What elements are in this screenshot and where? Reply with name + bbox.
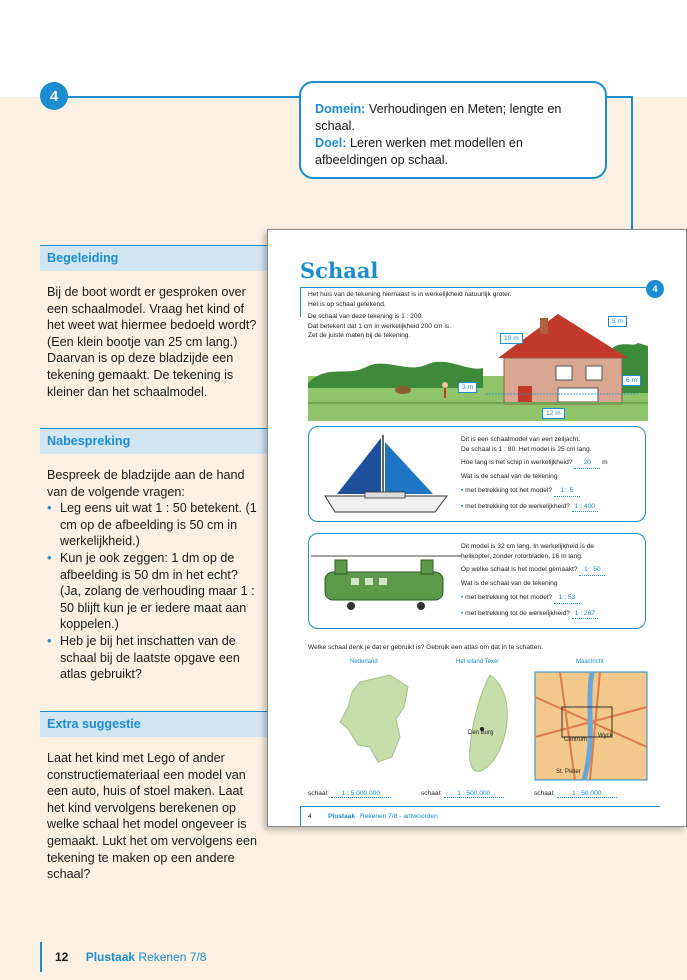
footer-brand: Plustaak (85, 950, 136, 964)
nabespreking-intro: Bespreek de bladzijde aan de hand van de volgende vragen: (47, 468, 245, 499)
maps-illustration (300, 667, 660, 787)
page-footer (55, 950, 206, 964)
boat-line-2: De schaal is 1 : 80. Het model is 25 cm lang. (461, 445, 592, 453)
boat-q4-text: met betrekking tot de werkelijkheid? (465, 502, 570, 510)
schaal-nederland (308, 790, 391, 798)
worksheet-page (267, 229, 687, 827)
page-number: 12 (55, 950, 69, 964)
helicopter-text (461, 542, 641, 619)
worksheet-intro (308, 290, 511, 309)
list-item: • Leg eens uit wat 1 : 50 betekent. (1 cm op de afbeelding is 50 cm in werkelijkheid.) (47, 500, 262, 550)
header-divider-vertical (631, 96, 633, 232)
map-label-maastricht: Maastricht (576, 659, 604, 665)
house-text-2: Dat betekent dat 1 cm in werkelijkheid 200 cm is. (308, 322, 451, 330)
heli-question-1 (461, 565, 641, 576)
measure-box (622, 375, 641, 386)
map-label-nederland: Nederland (350, 659, 378, 665)
extra-suggestie-text: Laat het kind met Lego of ander constructiemateriaal een model van een auto, huis of stoel maken. Laat het kind vervolgens berekenen op welke schaal het model ongeveer is gemaakt. Lukt het om vervolgens een tekening te maken op een andere schaal? (47, 751, 258, 882)
map-place-centrum: Centrum (564, 737, 588, 743)
worksheet-rule-vertical (300, 287, 301, 317)
schaal-answer: 1 : 5.000.000 (331, 790, 391, 798)
boat-question-3: • met betrekking tot het model? 1 : 5 (461, 486, 641, 497)
map-place-wyck: Wyck (598, 733, 613, 739)
heli-answer-3: 1 : 53 (554, 593, 580, 604)
boat-answer-3: 1 : 5 (554, 486, 580, 497)
worksheet-badge: 4 (646, 280, 664, 298)
heli-question-3: • met betrekking tot het model? 1 : 53 (461, 593, 641, 604)
doel-label: Doel: (315, 136, 347, 150)
map-label-texel: Het eiland Texel (456, 659, 499, 665)
measure-box (500, 333, 523, 344)
heli-answer-1: 1 : 50 (579, 565, 605, 576)
heli-line-2: helikopter, zonder rotorbladen, 16 m lang. (461, 552, 583, 560)
measure-value: 3 (462, 384, 466, 391)
heli-answer-4: 1 : 267 (572, 609, 598, 620)
heli-line-1: Dit model is 32 cm lang. In werkelijkheid is de (461, 543, 595, 550)
measure-value: 12 (546, 410, 554, 417)
worksheet-page-number: 4 (308, 813, 312, 820)
worksheet-rule (300, 287, 646, 288)
measure-unit: m (555, 410, 561, 417)
house-instructions (308, 312, 451, 341)
schaal-maastricht (534, 790, 617, 798)
nabespreking-heading: Nabespreking (40, 428, 270, 454)
extra-suggestie-heading: Extra suggestie (40, 711, 270, 737)
intro-line-1: Het huis van de tekening hiernaast is in werkelijkheid natuurlijk groter. (308, 291, 512, 298)
measure-box (608, 316, 627, 327)
nabespreking-body (47, 467, 262, 683)
house-illustration (308, 308, 648, 421)
worksheet-footer (300, 806, 660, 827)
boat-text (461, 435, 641, 512)
lesson-number-badge: 4 (40, 82, 68, 110)
heli-q3-text: met betrekking tot het model? (465, 594, 553, 601)
boat-q3-text: met betrekking tot het model? (465, 487, 553, 494)
schaal-label: schaal: (421, 790, 442, 797)
domein-label: Domein: (315, 102, 366, 116)
worksheet-footer-sub: Rekenen 7/8 - antwoorden (360, 813, 438, 820)
worksheet-title: Schaal (300, 258, 379, 283)
boat-q1-text: Hoe lang is het schip in werkelijkheid? (461, 459, 573, 466)
helicopter-exercise (308, 533, 646, 629)
measure-unit: m (617, 318, 624, 325)
sailboat-illustration (315, 430, 455, 520)
worksheet-footer-brand: Plustaak (328, 813, 356, 820)
begeleiding-heading: Begeleiding (40, 245, 270, 271)
measure-value: 6 (626, 377, 630, 384)
list-item: • Heb je bij het inschatten van de schaal bij de laatste opgave een atlas gebruikt? (47, 633, 262, 683)
nabespreking-list (47, 500, 262, 683)
begeleiding-text: Bij de boot wordt er gesproken over een schaalmodel. Vraag het kind of het weet wat hiermee bedoeld wordt? (Een klein bootje van 25 cm lang.) Daarvan is op deze bladzijde een tekening gemaakt. De tekening is kleiner dan het schaalmodel. (47, 285, 257, 399)
heli-q4-text: met betrekking tot de werkelijkheid? (465, 609, 570, 617)
heli-q1-text: Op welke schaal is het model gemaakt? (461, 566, 578, 573)
boat-question-4: • met betrekking tot de werkelijkheid? 1 : 400 (461, 502, 641, 513)
footer-rule (40, 942, 42, 972)
maps-question: Welke schaal denk je dat er gebruikt is? Gebruik een atlas om dat in te schatten. (308, 644, 543, 651)
house-text-3: Zet de juiste maten bij de tekening. (308, 332, 411, 339)
boat-answer-4: 1 : 400 (572, 502, 598, 513)
worksheet-footer-rule (300, 807, 301, 827)
schaal-texel (421, 790, 504, 798)
domain-goal-box (299, 81, 607, 179)
list-item: • Kun je ook zeggen: 1 dm op de afbeelding is 50 dm in het echt? (Ja, zolang de verhouding maar 1 : 50 blijft kun je er iedere maat aan koppelen.) (47, 550, 262, 633)
helicopter-illustration (311, 544, 461, 624)
measure-unit: m (513, 335, 519, 342)
doel-text: Leren werken met modellen en afbeeldingen op schaal. (315, 136, 523, 167)
measure-box (458, 382, 477, 393)
measure-value: 5 (612, 318, 616, 325)
measure-unit: m (631, 377, 638, 384)
schaal-label: schaal: (534, 790, 555, 797)
boat-answer-1-unit: m (602, 459, 608, 466)
heli-question-2: Wat is de schaal van de tekening (461, 579, 558, 587)
house-text-1: De schaal van deze tekening is 1 : 200. (308, 313, 424, 320)
boat-exercise (308, 426, 646, 522)
schaal-label: schaal: (308, 790, 329, 797)
boat-answer-1: 20 (574, 458, 600, 469)
boat-question-2: Wat is de schaal van de tekening (461, 472, 558, 480)
map-place-den-burg: Den Burg (468, 730, 494, 736)
schaal-answer: 1 : 500.000 (444, 790, 504, 798)
boat-line-1: Dit is een schaalmodel van een zeiljacht. (461, 436, 581, 443)
heli-question-4: • met betrekking tot de werkelijkheid? 1 : 267 (461, 609, 641, 620)
measure-value: 10 (504, 335, 512, 342)
domein-text: Verhoudingen en Meten; lengte en schaal. (315, 102, 562, 133)
schaal-answer: 1 : 50.000 (557, 790, 617, 798)
boat-question-1 (461, 458, 641, 469)
footer-subtitle: Rekenen 7/8 (138, 950, 207, 964)
measure-unit: m (467, 384, 474, 391)
measure-box (542, 408, 565, 419)
map-place-st-pieter: St. Pieter (556, 769, 581, 775)
intro-line-2: Het is op schaal getekend. (308, 300, 386, 308)
